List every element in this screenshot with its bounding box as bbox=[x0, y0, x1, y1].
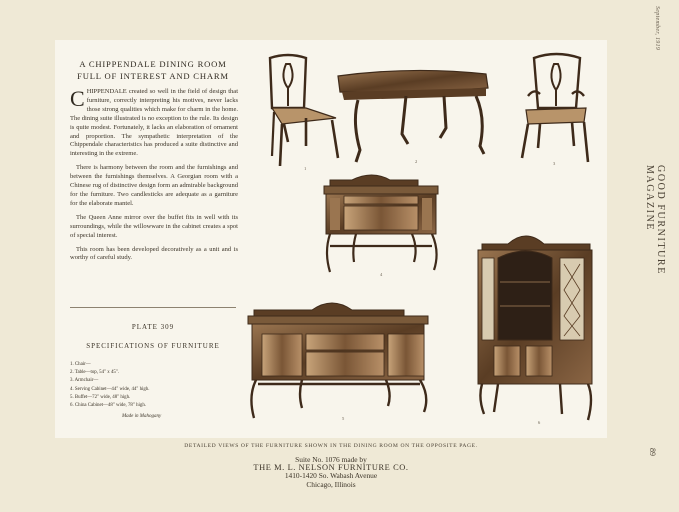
paragraph-2: There is harmony between the room and the furnishings and between the furnishings themselves. A Georgian room with a Chinese rug of distinctive design form an admirable background for the furniture. Two candlesticks are adequate as a garniture for the elaborate mantel. bbox=[70, 164, 238, 207]
article-title-line-1: A CHIPPENDALE DINING ROOM bbox=[79, 59, 227, 69]
plate-number: PLATE 309 bbox=[131, 323, 175, 331]
plate-caption: DETAILED VIEWS OF THE FURNITURE SHOWN IN THE DINING ROOM ON THE OPPOSITE PAGE. bbox=[184, 443, 478, 449]
spec-item: 5. Buffet—72" wide, 48" high. bbox=[70, 394, 131, 400]
spec-item: 3. Armchair— bbox=[70, 378, 99, 384]
manufacturer-credit bbox=[55, 456, 607, 489]
illustration-number: 3 bbox=[553, 161, 556, 166]
issue-date: September, 1919 bbox=[654, 6, 660, 51]
spec-item: 2. Table—top, 54" x 45". bbox=[70, 370, 120, 376]
maker-name: THE M. L. NELSON FURNITURE CO. bbox=[253, 463, 409, 473]
material-note: Made in Mahogany bbox=[122, 414, 162, 419]
illustration-number: 4 bbox=[380, 272, 383, 277]
buffet-illustration bbox=[248, 303, 428, 418]
article-title-line-2: FULL OF INTEREST AND CHARM bbox=[77, 71, 229, 81]
dining-table-illustration bbox=[338, 70, 488, 162]
illustration-number: 2 bbox=[415, 159, 418, 164]
paragraph-4: This room has been developed decoratively as a unit and is worthy of careful study. bbox=[70, 245, 238, 262]
page-number: 89 bbox=[648, 448, 657, 456]
specifications-heading: SPECIFICATIONS OF FURNITURE bbox=[86, 342, 220, 350]
illustration-number: 1 bbox=[304, 166, 307, 171]
spec-item: 4. Serving Cabinet—44" wide, 44" high. bbox=[70, 386, 150, 392]
china-cabinet-illustration bbox=[478, 236, 592, 420]
paragraph-1-text: HIPPENDALE created so well in the field of design that furniture, correctly interpreting his motives, never lacks those strong qualities which make for charm in the home. The dining suite illustrated is no exception to the rule. Its design is quite modest. Fortunately, it lacks an elaboration of ornament and proportion. The sympathetic interpretation of the Chippendale characteristics has produced a suite distinctive and interesting in the extreme. bbox=[70, 88, 238, 158]
side-chair-illustration bbox=[270, 55, 338, 166]
paragraph-3: The Queen Anne mirror over the buffet fits in well with its surroundings, while the willowware in the cabinet creates a spot of special interest. bbox=[70, 213, 238, 239]
magazine-title: GOOD FURNITURE MAGAZINE bbox=[644, 165, 666, 275]
armchair-illustration bbox=[522, 54, 588, 162]
spec-item: 1. Chair— bbox=[70, 362, 91, 367]
serving-cabinet-illustration bbox=[324, 175, 438, 272]
drop-cap: C bbox=[70, 86, 85, 111]
maker-city: Chicago, Illinois bbox=[306, 479, 356, 489]
illustration-number: 6 bbox=[538, 420, 541, 425]
suite-line: Suite No. 1076 made by bbox=[295, 455, 367, 464]
spec-item: 6. China Cabinet—48" wide, 78" high. bbox=[70, 403, 146, 409]
illustration-number: 5 bbox=[342, 416, 345, 421]
maker-address: 1410-1420 So. Wabash Avenue bbox=[284, 471, 378, 481]
